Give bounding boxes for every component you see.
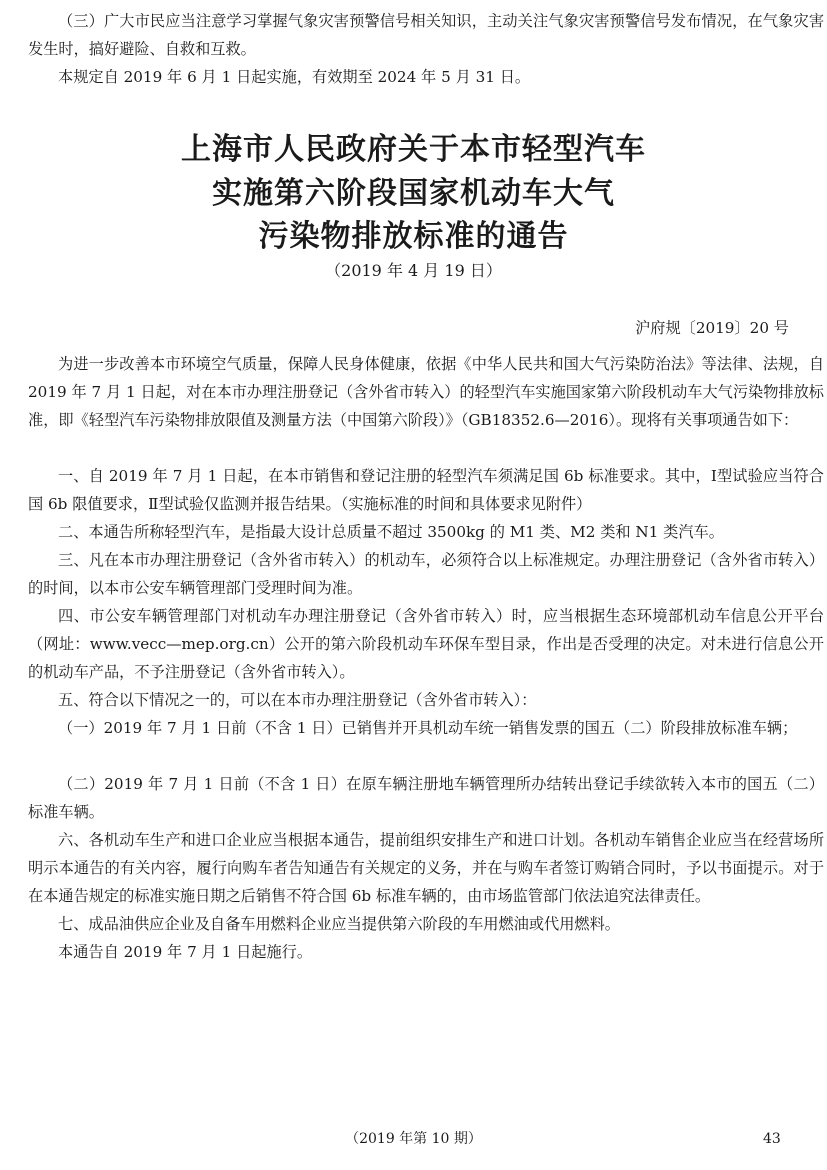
- notice-intro-paragraph: 为进一步改善本市环境空气质量，保障人民身体健康，依据《中华人民共和国大气污染防治法》等法律、法规，自 2019 年 7 月 1 日起，对在本市办理注册登记（含外省市转入）的轻型汽车实施国家第六阶段机动车大气污染物排放标准，即《轻型汽车污染物排放限值及测量方法（中国第六阶段）》（GB18352.6—2016）。现将有关事项通告如下：: [28, 355, 824, 430]
- notice-item-3: 三、凡在本市办理注册登记（含外省市转入）的机动车，必须符合以上标准规定。办理注册登记（含外省市转入）的时间，以本市公安车辆管理部门受理时间为准。: [28, 551, 824, 598]
- notice-item-1: 一、自 2019 年 7 月 1 日起，在本市销售和登记注册的轻型汽车须满足国 6b 标准要求。其中，Ⅰ型试验应当符合国 6b 限值要求，Ⅱ型试验仅监测并报告结果。（实施标准的时间和具体要求见附件）: [28, 467, 824, 514]
- notice-item-5-sub-2: （二）2019 年 7 月 1 日前（不含 1 日）在原车辆注册地车辆管理所办结转出登记手续欲转入本市的国五（二）标准车辆。: [28, 775, 824, 822]
- notice-item-5-sub-1: （一）2019 年 7 月 1 日前（不含 1 日）已销售并开具机动车统一销售发票的国五（二）阶段排放标准车辆；: [58, 719, 798, 737]
- notice-closing: 本通告自 2019 年 7 月 1 日起施行。: [58, 943, 313, 961]
- notice-title-line-3: 污染物排放标准的通告: [258, 219, 569, 254]
- notice-date: （2019 年 4 月 19 日）: [325, 261, 502, 280]
- notice-title-line-2: 实施第六阶段国家机动车大气: [212, 176, 615, 211]
- footer-issue: （2019 年第 10 期）: [345, 1131, 482, 1147]
- notice-item-5: 五、符合以下情况之一的，可以在本市办理注册登记（含外省市转入）：: [58, 691, 537, 709]
- weather-warning-paragraph: （三）广大市民应当注意学习掌握气象灾害预警信号相关知识，主动关注气象灾害预警信号发布情况，在气象灾害发生时，搞好避险、自救和互救。: [28, 12, 824, 59]
- notice-item-4: 四、市公安车辆管理部门对机动车办理注册登记（含外省市转入）时，应当根据生态环境部机动车信息公开平台（网址：www.vecc—mep.org.cn）公开的第六阶段机动车环保车型目录，作出是否受理的决定。对未进行信息公开的机动车产品，不予注册登记（含外省市转入）。: [28, 607, 824, 682]
- notice-item-2: 二、本通告所称轻型汽车，是指最大设计总质量不超过 3500kg 的 M1 类、M2 类和 N1 类汽车。: [58, 523, 724, 541]
- notice-item-7: 七、成品油供应企业及自备车用燃料企业应当提供第六阶段的车用燃油或代用燃料。: [58, 915, 620, 933]
- document-number: 沪府规〔2019〕20 号: [635, 319, 789, 337]
- page-number: 43: [763, 1131, 781, 1147]
- notice-title-line-1: 上海市人民政府关于本市轻型汽车: [181, 132, 646, 167]
- regulation-effective-paragraph: 本规定自 2019 年 6 月 1 日起实施，有效期至 2024 年 5 月 31 日。: [58, 68, 531, 86]
- notice-item-6: 六、各机动车生产和进口企业应当根据本通告，提前组织安排生产和进口计划。各机动车销售企业应当在经营场所明示本通告的有关内容，履行向购车者告知通告有关规定的义务，并在与购车者签订购销合同时，予以书面提示。对于在本通告规定的标准实施日期之后销售不符合国 6b 标准车辆的，由市场监管部门依法追究法律责任。: [28, 831, 824, 906]
